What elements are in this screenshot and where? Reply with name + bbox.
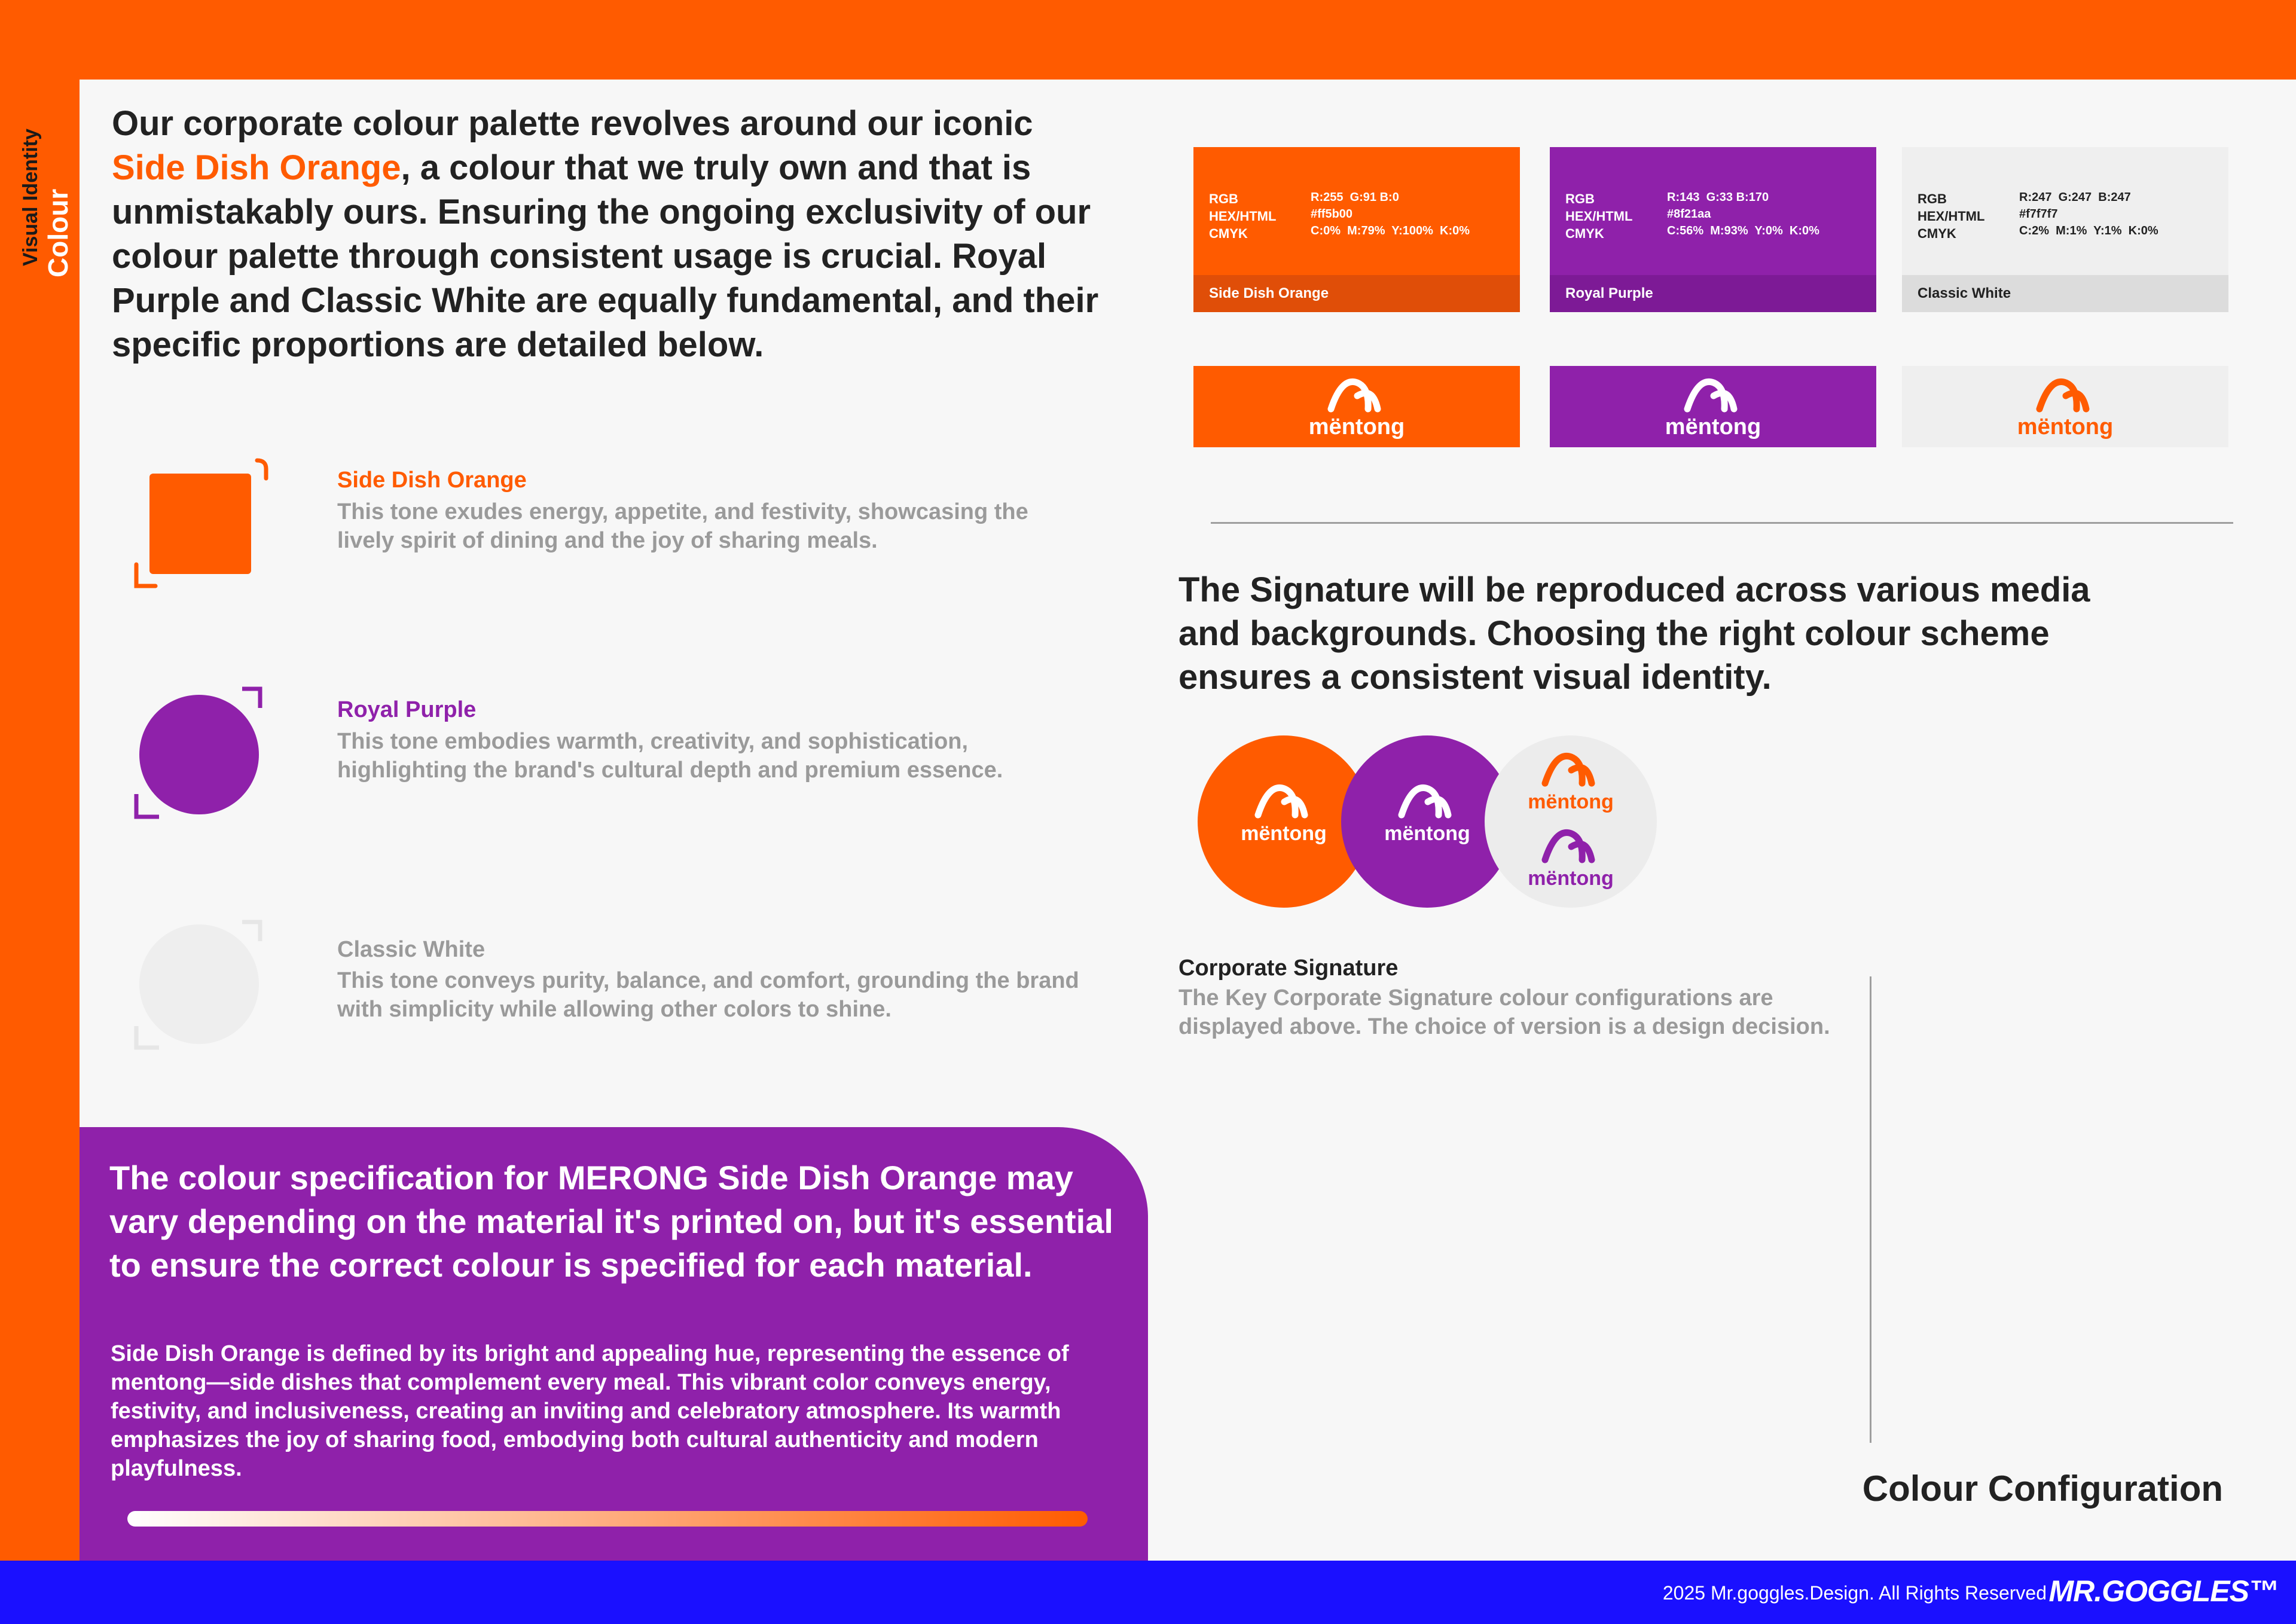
color-card-body — [1550, 147, 1876, 275]
logo-wordmark: mëntong — [1384, 822, 1470, 845]
logo-wordmark: mëntong — [1665, 414, 1761, 439]
cmyk-label: CMYK — [1918, 226, 1956, 241]
cmyk-value: C:56% M:93% Y:0% K:0% — [1667, 224, 1819, 237]
footer-copyright: 2025 Mr.goggles.Design. All Rights Reserved — [1662, 1582, 2047, 1604]
rgb-label: RGB — [1565, 191, 1595, 206]
hex-label: HEX/HTML — [1565, 209, 1633, 224]
corporate-signature-desc: The Key Corporate Signature colour configurations are displayed above. The choice of version is a design decision. — [1178, 985, 1830, 1039]
intro-text-start: Our corporate colour palette revolves around our iconic — [112, 104, 1033, 143]
section-label — [7, 108, 74, 287]
hex-label: HEX/HTML — [1209, 209, 1277, 224]
swatch-title-orange: Side Dish Orange — [337, 468, 527, 493]
intro-text-end: , a colour that we truly own and that is unmistakably ours. Ensuring the ongoing exclusivity of our colour palette through consistent usage is crucial. Royal Purple and Classic White are equally fundamental, and their specific proportions are detailed below. — [112, 148, 1099, 364]
mentong-logo-icon — [1308, 374, 1405, 440]
logo-tile-orange — [1193, 366, 1520, 447]
section-main-label: Colour — [42, 188, 74, 277]
orange-square-swatch-icon — [132, 456, 269, 593]
cmyk-label: CMYK — [1209, 226, 1248, 241]
mentong-logo-icon — [1528, 825, 1614, 891]
purple-circle-swatch-icon — [132, 686, 269, 824]
logo-wordmark: mëntong — [2017, 414, 2114, 439]
cmyk-value: C:0% M:79% Y:100% K:0% — [1311, 224, 1470, 237]
colour-configuration-title: Colour Configuration — [1862, 1469, 2223, 1509]
mentong-logo-icon — [1384, 780, 1470, 846]
colour-spec-box — [80, 1127, 1148, 1561]
horizontal-divider — [1211, 522, 2233, 524]
color-card-body — [1902, 147, 2228, 275]
hex-value: #f7f7f7 — [2019, 207, 2058, 221]
gradient-bar — [127, 1511, 1088, 1527]
mentong-logo-icon — [1665, 374, 1761, 440]
hex-value: #ff5b00 — [1311, 207, 1353, 221]
color-card-footer — [1550, 275, 1876, 312]
vertical-divider — [1870, 976, 1871, 1443]
mentong-logo-icon — [1241, 780, 1327, 846]
spec-values — [1667, 189, 1819, 239]
cmyk-value: C:2% M:1% Y:1% K:0% — [2019, 224, 2158, 237]
intro-paragraph — [112, 102, 1104, 367]
color-card-name: Royal Purple — [1565, 285, 1653, 301]
mentong-logo-icon — [2017, 374, 2114, 440]
colour-spec-heading: The colour specification for MERONG Side Dish Orange may vary depending on the material it's printed on, but it's essential to ensure the correct colour is specified for each material. — [109, 1159, 1113, 1284]
section-sub-label: Visual Identity — [19, 129, 42, 266]
color-card-name: Side Dish Orange — [1209, 285, 1329, 301]
footer-brand-logo: MR.GOGGLES™ — [2048, 1574, 2278, 1608]
logo-wordmark: mëntong — [1308, 414, 1405, 439]
color-card-white — [1902, 147, 2228, 312]
rgb-value: R:143 G:33 B:170 — [1667, 191, 1769, 204]
white-circle-swatch-icon — [132, 920, 269, 1057]
color-card-purple — [1550, 147, 1876, 312]
intro-highlight: Side Dish Orange — [112, 148, 401, 187]
colour-spec-body: Side Dish Orange is defined by its bright and appealing hue, representing the essence of mentong—side dishes that complement every meal. This vibrant color conveys energy, festivity, and inclusiveness, creating an inviting and celebratory atmosphere. Its warmth emphasizes the joy of sharing food, embodying both cultural authenticity and modern playfulness. — [111, 1341, 1069, 1481]
color-card-footer — [1902, 275, 2228, 312]
spec-values — [1311, 189, 1470, 239]
logo-tile-white — [1902, 366, 2228, 447]
corporate-signature-title: Corporate Signature — [1178, 956, 1399, 981]
rgb-label: RGB — [1209, 191, 1238, 206]
logo-wordmark: mëntong — [1241, 822, 1327, 845]
logo-wordmark: mëntong — [1528, 790, 1614, 813]
rgb-value: R:247 G:247 B:247 — [2019, 191, 2131, 204]
signature-circle-white — [1485, 735, 1657, 908]
spec-labels — [1918, 190, 1984, 242]
swatch-title-white: Classic White — [337, 937, 486, 962]
logo-wordmark: mëntong — [1528, 867, 1614, 890]
signature-heading: The Signature will be reproduced across various media and backgrounds. Choosing the right colour scheme ensures a consistent visual identity. — [1178, 570, 2090, 697]
hex-label: HEX/HTML — [1918, 209, 1985, 224]
spec-values — [2019, 189, 2158, 239]
rgb-value: R:255 G:91 B:0 — [1311, 191, 1399, 204]
spec-labels — [1209, 190, 1276, 242]
spec-labels — [1565, 190, 1632, 242]
color-card-name: Classic White — [1918, 285, 2011, 301]
swatch-desc-purple: This tone embodies warmth, creativity, and sophistication, highlighting the brand's cultural depth and premium essence. — [337, 729, 1003, 783]
color-card-footer — [1193, 275, 1520, 312]
color-card-orange — [1193, 147, 1520, 312]
color-card-body — [1193, 147, 1520, 275]
swatch-title-purple: Royal Purple — [337, 697, 477, 722]
swatch-desc-orange: This tone exudes energy, appetite, and festivity, showcasing the lively spirit of dining and the joy of sharing meals. — [337, 499, 1028, 553]
rgb-label: RGB — [1918, 191, 1947, 206]
cmyk-label: CMYK — [1565, 226, 1604, 241]
logo-tile-purple — [1550, 366, 1876, 447]
hex-value: #8f21aa — [1667, 207, 1711, 221]
mentong-logo-icon — [1528, 749, 1614, 814]
swatch-desc-white: This tone conveys purity, balance, and comfort, grounding the brand with simplicity while allowing other colors to shine. — [337, 968, 1079, 1022]
